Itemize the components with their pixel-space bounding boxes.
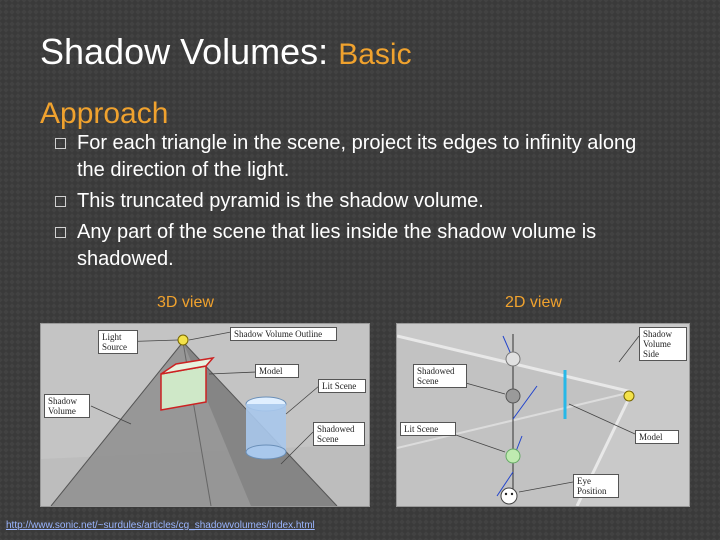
label-model: Model (635, 430, 679, 444)
label-eye-position: Eye Position (573, 474, 619, 498)
figure-2d-view (396, 323, 690, 507)
label-shadowed-scene: Shadowed Scene (413, 364, 467, 388)
label-lit-scene: Lit Scene (400, 422, 456, 436)
caption-3d-view: 3D view (157, 294, 214, 311)
bullet-text: Any part of the scene that lies inside the shadow volume is shadowed. (77, 221, 597, 270)
light-source-icon (178, 335, 188, 345)
bullet-box-icon (55, 227, 66, 238)
shadowed-point-icon (506, 389, 520, 403)
bullet-text: This truncated pyramid is the shadow volume. (77, 190, 484, 212)
figure-3d-view (40, 323, 370, 507)
label-shadow-volume-side: Shadow Volume Side (639, 327, 687, 361)
light-source-icon (624, 391, 634, 401)
title-line2: Approach (40, 97, 169, 130)
label-model: Model (255, 364, 299, 378)
bullet-item (55, 188, 655, 215)
slide-title (40, 24, 680, 142)
title-main: Shadow Volumes: (40, 31, 329, 72)
bullet-item (55, 219, 655, 273)
bullet-list (55, 130, 655, 277)
lit-point-icon (506, 449, 520, 463)
eye-face-icon (501, 488, 517, 504)
caption-2d-view: 2D view (505, 294, 562, 311)
title-accent: Basic (338, 38, 412, 71)
bullet-box-icon (55, 138, 66, 149)
bullet-box-icon (55, 196, 66, 207)
bullet-text: For each triangle in the scene, project its edges to infinity along the direction of the light. (77, 132, 637, 181)
label-lit-scene: Lit Scene (318, 379, 366, 393)
source-link[interactable]: http://www.sonic.net/~surdules/articles/cg_shadowvolumes/index.html (6, 520, 315, 531)
label-light-source: Light Source (98, 330, 138, 354)
label-shadow-volume-outline: Shadow Volume Outline (230, 327, 337, 341)
shadowed-point-icon (506, 352, 520, 366)
figure-3d-drawing (41, 324, 369, 506)
bullet-item (55, 130, 655, 184)
label-shadowed-scene: Shadowed Scene (313, 422, 365, 446)
label-shadow-volume: Shadow Volume (44, 394, 90, 418)
